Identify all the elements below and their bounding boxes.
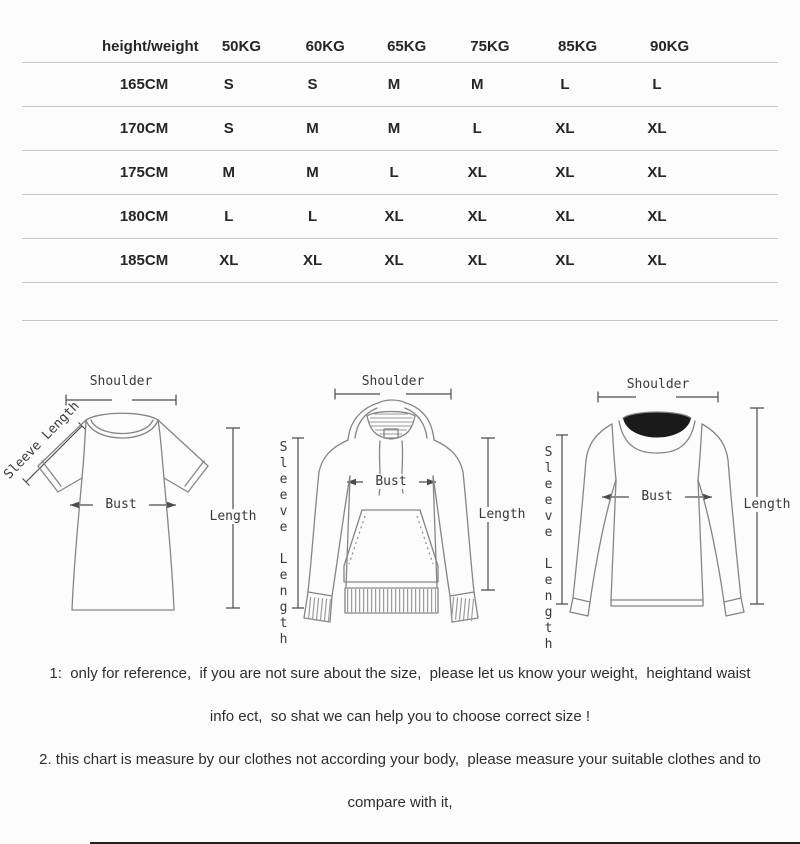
sleeve-length-label: Sleeve Length	[541, 445, 556, 653]
size-cell: L	[652, 76, 662, 93]
height-cell: 165CM	[119, 76, 169, 93]
size-cell: XL	[219, 252, 239, 269]
size-cell: XL	[555, 252, 575, 269]
size-cell: M	[387, 120, 401, 137]
size-cell: L	[560, 76, 570, 93]
height-cell: 170CM	[119, 120, 169, 137]
size-cell: XL	[555, 208, 575, 225]
table-row	[22, 239, 778, 283]
size-cell: L	[472, 120, 482, 137]
size-cell: M	[387, 76, 401, 93]
size-cell: M	[222, 164, 236, 181]
size-cell: XL	[467, 164, 487, 181]
size-table	[22, 30, 778, 321]
length-label: Length	[474, 507, 530, 522]
measurement-diagrams	[0, 360, 800, 655]
length-label: Length	[739, 497, 795, 512]
size-cell: L	[307, 208, 318, 225]
sleeve-length-label: Sleeve Length	[276, 440, 291, 648]
column-header: 90KG	[649, 37, 690, 55]
column-header: height/weight	[102, 37, 199, 55]
reference-notes	[0, 652, 800, 824]
height-cell: 180CM	[119, 208, 169, 225]
bust-label: Bust	[363, 474, 419, 489]
shoulder-label: Shoulder	[89, 374, 153, 389]
size-cell: XL	[302, 252, 323, 269]
size-cell: XL	[467, 252, 487, 269]
note-2-line-1: 2. this chart is measure by our clothes not according your body, please measure your suitable clothes and to	[39, 751, 761, 768]
shoulder-label: Shoulder	[626, 377, 690, 392]
bust-label: Bust	[629, 489, 685, 504]
size-cell: XL	[384, 252, 404, 269]
height-cell: 175CM	[119, 164, 169, 181]
height-cell: 185CM	[119, 252, 169, 269]
column-header: 85KG	[558, 37, 598, 55]
diagram-tshirt	[0, 360, 270, 655]
size-cell: L	[224, 208, 234, 225]
length-label: Length	[205, 509, 261, 524]
size-cell: M	[306, 164, 319, 181]
note-2-line-2: compare with it,	[347, 794, 453, 811]
diagram-hoodie	[270, 360, 530, 655]
column-header: 60KG	[305, 37, 345, 55]
column-header: 50KG	[221, 37, 262, 55]
size-cell: S	[223, 76, 234, 93]
size-cell: XL	[647, 164, 667, 181]
size-cell: XL	[555, 120, 575, 137]
table-row	[22, 107, 778, 151]
size-cell: XL	[555, 164, 575, 181]
sleeve-length-label: Sleeve Length	[1, 398, 83, 483]
diagram-longsleeve	[530, 360, 800, 655]
table-bottom-spacer-row	[22, 283, 778, 321]
table-row	[22, 63, 778, 107]
size-table-header-row	[22, 30, 778, 63]
size-cell: S	[307, 76, 318, 93]
shoulder-label: Shoulder	[361, 374, 425, 389]
bust-label: Bust	[93, 497, 149, 512]
size-cell: XL	[647, 120, 667, 137]
size-cell: M	[306, 120, 319, 137]
size-cell: M	[471, 76, 484, 93]
size-cell: S	[223, 120, 234, 137]
size-cell: XL	[647, 252, 667, 269]
table-row	[22, 195, 778, 239]
note-1-line-1: 1: only for reference, if you are not sure about the size, please let us know your weight, heightand waist	[49, 665, 751, 682]
column-header: 65KG	[387, 37, 427, 55]
size-cell: XL	[384, 208, 404, 225]
column-header: 75KG	[470, 37, 510, 55]
size-cell: L	[389, 164, 399, 181]
size-cell: XL	[467, 208, 487, 225]
table-row	[22, 151, 778, 195]
size-cell: XL	[647, 208, 667, 225]
note-1-line-2: info ect, so shat we can help you to choose correct size !	[209, 708, 591, 725]
